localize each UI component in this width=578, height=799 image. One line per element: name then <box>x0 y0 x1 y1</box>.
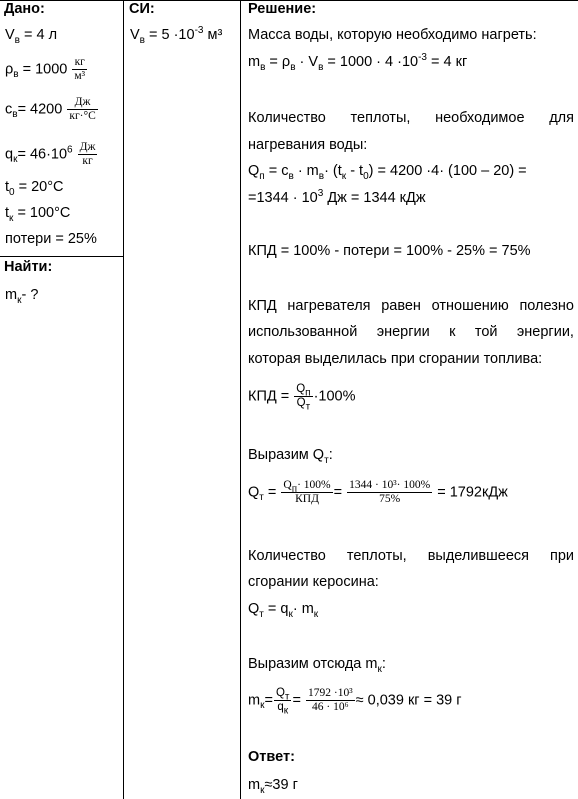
solution-p2-line1: Количество теплоты, необходимое для <box>248 110 574 126</box>
find-mass: $m_к-$ ? <box>5 287 39 306</box>
given-header: Дано: <box>4 1 45 17</box>
given-find-divider <box>0 256 123 257</box>
solution-mass-equation: $m_в = \rho_в \cdot V_в = 1000 \cdot 4 \cdot 10^{-3} = 4$ кг <box>248 52 468 73</box>
solution-p1: Масса воды, которую необходимо нагреть: <box>248 27 537 43</box>
given-heat-capacity: $c_в= 4200$ $\frac{Дж}{кг\cdot^\circ С}$ <box>5 96 96 122</box>
given-tk: $t_к = 100^\circ С$ <box>5 205 71 224</box>
solution-express-q: Выразим $Q_т$: <box>248 447 333 466</box>
solution-qt-q-m: $Q_т = q_к\cdot m_к$ <box>248 601 319 620</box>
solution-kpd-formula: КПД = $\frac{Q_п}{Q_т}$ ·100% <box>248 383 356 413</box>
solution-p3-line2: использованной энергии к той энергии, <box>248 324 574 340</box>
column-divider-2 <box>240 0 241 799</box>
si-header: СИ: <box>129 1 155 17</box>
given-specific-heat: $q_к= 46\cdot 10^6$ $\frac{Дж}{кг}$ <box>5 141 96 167</box>
answer-header: Ответ: <box>248 749 295 765</box>
solution-p4-line2: сгорании керосина: <box>248 574 379 590</box>
column-divider-1 <box>123 0 124 799</box>
solution-p3-line1: КПД нагревателя равен отношению полезно <box>248 298 574 314</box>
solution-kpd: КПД = 100% - потери = 100% - 25% = 75% <box>248 243 531 259</box>
given-losses: потери = 25% <box>5 231 97 247</box>
given-density: $\rho_в = 1000$ $\frac{кг}{\text{м³}}$ <box>5 56 86 82</box>
solution-heat-eq-1: $Q_п = c_в \cdot m_в\cdot (t_к - t_0) = 4200 \cdot 4\cdot (100 - 20)$ = <box>248 163 527 182</box>
solution-header: Решение: <box>248 1 317 17</box>
si-volume: $V_в = 5 \cdot 10^{-3}$ м³ <box>130 25 223 46</box>
solution-express-m: Выразим отсюда $m_к$: <box>248 656 386 675</box>
solution-p4-line1: Количество теплоты, выделившееся при <box>248 548 574 564</box>
solution-p2-line2: нагревания воды: <box>248 137 368 153</box>
find-header: Найти: <box>4 259 53 275</box>
solution-mass-result: $m_к=$ $\frac{Q_т}{q_к}$ = $\frac{\text{1792 ·10³}}{\text{46 · 10⁶}}$ ≈ 0,039 кг = 39 г <box>248 687 462 717</box>
given-volume: $V_в = 4$ л <box>5 27 58 46</box>
solution-p3-line3: которая выделилась при сгорании топлива: <box>248 351 543 367</box>
given-t0: $t_0 = 20^\circ С$ <box>5 179 64 198</box>
solution-qt-equation: $Q_т$ = $\frac{Q_п\cdot 100\%}{\text{КПД}}$ = $\frac{\text{1344 · 10³· 100\%}}{75\%}$ = 1792кДж <box>248 479 508 505</box>
answer-value: $m_к\approx 39$ г <box>248 777 298 796</box>
solution-heat-eq-2: $=1344 \cdot 10^3$ Дж = 1344 кДж <box>248 188 426 206</box>
